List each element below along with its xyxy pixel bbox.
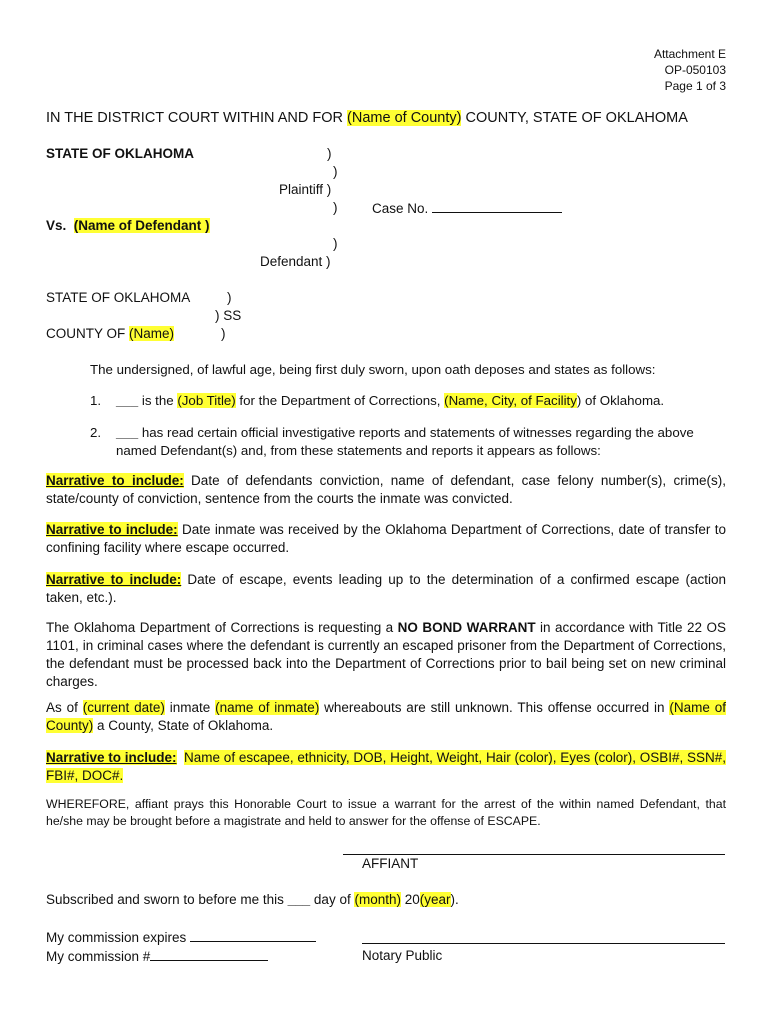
case-number-blank[interactable] [432, 200, 562, 213]
court-title [46, 110, 688, 126]
form-number: OP-050103 [664, 63, 726, 77]
escapee-details-placeholder: Name of escapee, ethnicity, DOB, Height, Weight, Hair (color), Eyes (color), OSBI#, SSN#, FBI#, DOC#. [46, 750, 726, 783]
caption-paren: ) [333, 200, 338, 215]
sworn-text: Subscribed and sworn to before me this [46, 892, 288, 907]
commission-expires-field[interactable] [46, 929, 316, 945]
statement-item-2 [90, 424, 726, 460]
court-title-suffix: COUNTY, STATE OF OKLAHOMA [461, 110, 688, 126]
case-number-field[interactable] [372, 200, 562, 216]
venue-paren: ) [227, 290, 232, 305]
asof-text: inmate [164, 700, 216, 715]
asof-text: whereabouts are still unknown. This offense occurred in [319, 700, 670, 715]
plaintiff-name: STATE OF OKLAHOMA [46, 146, 194, 161]
page-number: Page 1 of 3 [664, 79, 726, 93]
court-title-prefix: IN THE DISTRICT COURT WITHIN AND FOR [46, 110, 348, 126]
narrative-label: Narrative to include: [46, 572, 182, 587]
narrative-label: Narrative to include: [46, 473, 184, 488]
subscribed-sworn-line [46, 892, 459, 907]
item-number: 2. [90, 425, 102, 440]
asof-text: As of [46, 700, 83, 715]
day-blank[interactable]: ___ [287, 892, 311, 907]
venue-ss: ) SS [215, 308, 242, 323]
affiant-name-blank[interactable]: ___ [116, 393, 139, 408]
facility-placeholder: (Name, City, of Facility [444, 393, 577, 408]
defendant-label: Defendant ) [260, 254, 331, 269]
vs-line [46, 218, 210, 233]
case-number-label: Case No. [372, 201, 429, 216]
month-placeholder: (month) [354, 892, 401, 907]
caption-paren: ) [333, 236, 338, 251]
commission-number-label: My commission # [46, 949, 151, 964]
wherefore-paragraph: WHEREFORE, affiant prays this Honorable Court to issue a warrant for the arrest of the within named Defendant, that he/she may be brought before a magistrate and held to answer for the offense of ESCAPE. [46, 797, 726, 828]
narrative-text: Date of defendants conviction, name of defendant, case felony number(s), crime(s), state/county of conviction, sentence from the courts the inmate was convicted. [46, 473, 726, 506]
narrative-block-1 [46, 472, 726, 508]
asof-text: a County, State of Oklahoma. [93, 718, 274, 733]
narrative-label: Narrative to include: [46, 750, 177, 765]
current-date-placeholder: (current date) [82, 700, 165, 715]
statement-item-1 [90, 392, 726, 410]
attachment-label: Attachment E [653, 47, 726, 61]
affiant-name-blank[interactable]: ___ [116, 425, 139, 440]
item-number: 1. [90, 393, 102, 408]
county-name-placeholder: (Name of County) [347, 110, 462, 126]
item1-text: is the [138, 393, 178, 408]
sworn-text: ). [450, 892, 459, 907]
venue-state: STATE OF OKLAHOMA [46, 290, 191, 305]
venue-county-prefix: COUNTY OF [46, 326, 130, 341]
notary-signature-line[interactable] [362, 943, 725, 944]
item1-text: ) of Oklahoma. [576, 393, 665, 408]
plaintiff-label: Plaintiff ) [279, 182, 332, 197]
commission-expires-label: My commission expires [46, 930, 187, 945]
commission-number-blank[interactable] [150, 948, 268, 961]
commission-number-field[interactable] [46, 948, 268, 964]
offense-county-placeholder: County) [46, 718, 94, 733]
offense-county-placeholder: (Name of [669, 700, 726, 715]
affiant-signature-line[interactable] [343, 854, 725, 855]
venue-county-placeholder: (Name) [129, 326, 175, 341]
job-title-placeholder: (Job Title) [177, 393, 236, 408]
warrant-text: The Oklahoma Department of Corrections is requesting a [46, 620, 398, 635]
vs-label: Vs. [46, 218, 67, 233]
narrative-block-3 [46, 571, 726, 607]
warrant-request-paragraph [46, 619, 726, 691]
year-placeholder: (year [419, 892, 451, 907]
defendant-name-placeholder: (Name of Defendant ) [73, 218, 210, 233]
sworn-text: day of [310, 892, 355, 907]
notary-public-label: Notary Public [362, 948, 443, 963]
venue-county [46, 326, 174, 341]
narrative-text: Date inmate was received by the Oklahoma Department of Corrections, date of transfer to confining facility where escape occurred. [46, 522, 726, 555]
venue-paren: ) [221, 326, 226, 341]
oath-intro: The undersigned, of lawful age, being first duly sworn, upon oath deposes and states as follows: [90, 362, 656, 377]
warrant-text: in accordance with Title 22 OS 1101, in criminal cases where the defendant is currently an escaped prisoner from the Department of Corrections, the defendant must be processed back into the Department of Corrections prior to bail being set on new criminal charges. [46, 620, 726, 689]
whereabouts-paragraph [46, 699, 726, 735]
sworn-text: 20 [400, 892, 420, 907]
affiant-label: AFFIANT [362, 856, 419, 871]
caption-paren: ) [327, 146, 332, 161]
no-bond-warrant: NO BOND WARRANT [397, 620, 536, 635]
inmate-name-placeholder: (name of inmate) [215, 700, 320, 715]
narrative-block-2 [46, 521, 726, 557]
item2-text: has read certain official investigative reports and statements of witnesses regarding the above named Defendant(s) and, from these statements and reports it appears as follows: [116, 425, 694, 458]
narrative-label: Narrative to include: [46, 522, 178, 537]
caption-paren: ) [333, 164, 338, 179]
narrative-text: Date of escape, events leading up to the determination of a confirmed escape (action taken, etc.). [46, 572, 726, 605]
item1-text: for the Department of Corrections, [235, 393, 445, 408]
commission-expires-blank[interactable] [190, 929, 316, 942]
attachment-header [654, 46, 726, 94]
narrative-block-4 [46, 749, 726, 785]
